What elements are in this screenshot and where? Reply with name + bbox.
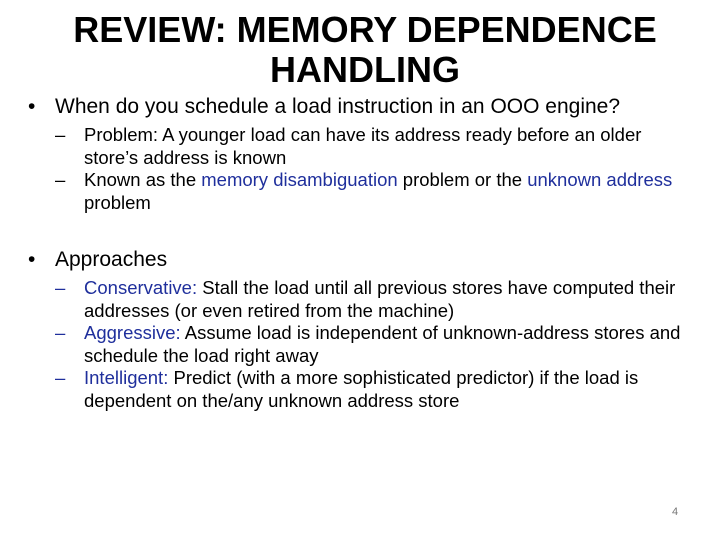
- approach-conservative-text: Stall the load until all previous stores have computed their addresses (or even retired from the machine): [84, 277, 676, 321]
- dash-icon: –: [55, 124, 66, 145]
- bullet-approaches-text: Approaches: [55, 248, 168, 271]
- approach-aggressive: [28, 322, 698, 367]
- term-memory-disambiguation: memory disambiguation: [201, 169, 398, 190]
- slide-title: [40, 10, 690, 90]
- slide-body: [28, 94, 698, 412]
- sub-bullet-problem: [28, 124, 698, 169]
- dash-icon: –: [55, 322, 66, 343]
- title-line-1: REVIEW: MEMORY DEPENDENCE: [73, 9, 657, 50]
- bullet-question: [28, 94, 698, 119]
- term-unknown-address: unknown address: [527, 169, 673, 190]
- page-number: 4: [671, 506, 679, 518]
- approach-conservative: [28, 277, 698, 322]
- title-line-2: HANDLING: [270, 49, 460, 90]
- approach-intelligent-text: Predict (with a more sophisticated predictor) if the load is dependent on the/any unknown address store: [84, 367, 639, 411]
- approach-intelligent-label: Intelligent:: [84, 367, 169, 388]
- approach-aggressive-label: Aggressive:: [84, 322, 181, 343]
- approach-conservative-label: Conservative:: [84, 277, 198, 298]
- sub-bullet-known-as: [28, 169, 698, 214]
- spacer: [28, 214, 698, 247]
- known-as-middle: problem or the: [397, 169, 528, 190]
- bullet-dot-icon: •: [28, 248, 36, 271]
- bullet-question-text: When do you schedule a load instruction in an OOO engine?: [55, 95, 621, 118]
- bullet-approaches: [28, 247, 698, 272]
- approach-intelligent: [28, 367, 698, 412]
- bullet-dot-icon: •: [28, 95, 36, 118]
- sub-bullet-problem-text: Problem: A younger load can have its address ready before an older store’s address is known: [84, 124, 642, 168]
- dash-icon: –: [55, 367, 66, 388]
- known-as-suffix: problem: [84, 191, 151, 213]
- dash-icon: –: [55, 277, 66, 298]
- dash-icon: –: [55, 169, 66, 190]
- known-as-prefix: Known as the: [84, 169, 202, 190]
- approach-aggressive-text: Assume load is independent of unknown-address stores and schedule the load right away: [84, 322, 681, 366]
